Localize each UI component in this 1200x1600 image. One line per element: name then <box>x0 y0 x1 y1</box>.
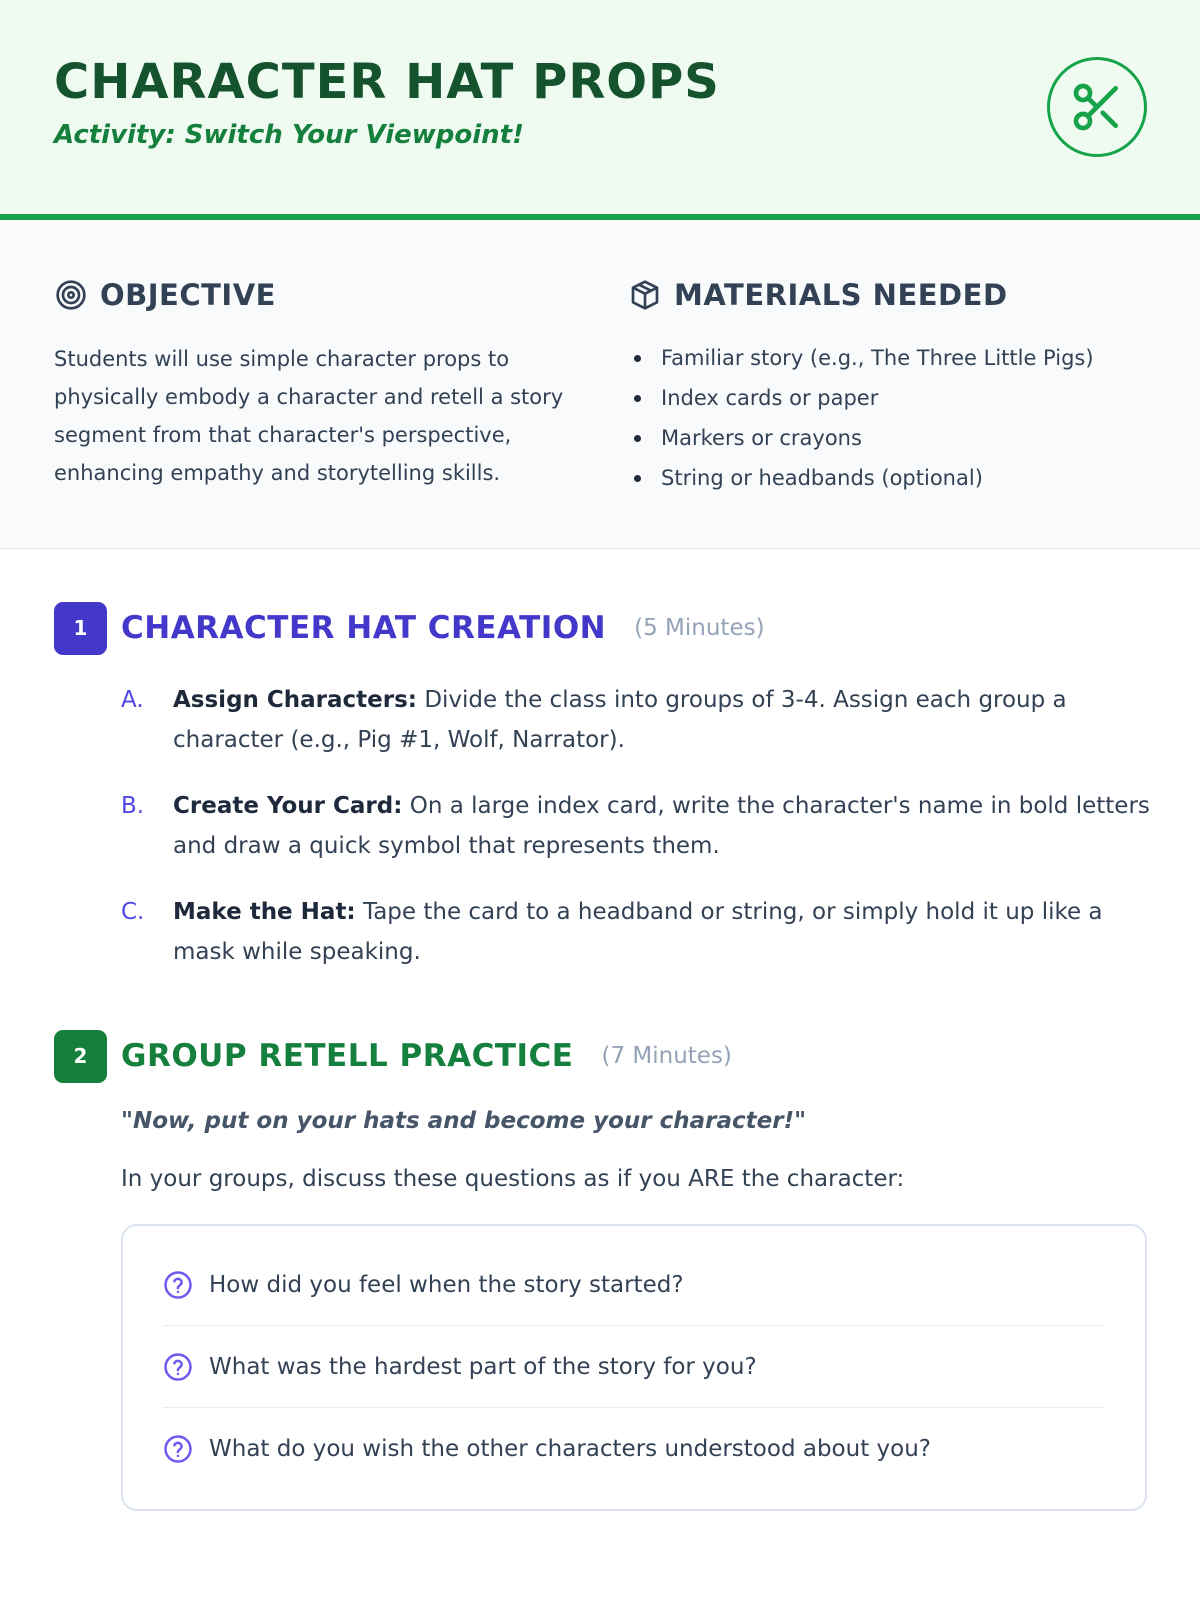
step-item <box>121 786 1154 866</box>
list-item: Index cards or paper <box>628 378 1168 418</box>
step-text: Divide the class into groups of 3-4. Assign each group a character (e.g., Pig #1, Wolf, Narrator). <box>173 687 1067 753</box>
objective-heading <box>54 278 574 312</box>
section-character-hat-creation <box>54 602 1154 998</box>
section-duration: (5 Minutes) <box>634 615 765 641</box>
steps-list <box>121 680 1154 972</box>
info-panel <box>0 220 1200 549</box>
scissors-icon <box>1047 57 1147 157</box>
step-body <box>173 786 1154 866</box>
objective-column <box>54 278 574 492</box>
section-title: GROUP RETELL PRACTICE <box>121 1038 574 1074</box>
list-item: Familiar story (e.g., The Three Little Pigs) <box>628 338 1168 378</box>
step-label: Create Your Card: <box>173 793 403 819</box>
question-text: What was the hardest part of the story for you? <box>209 1353 757 1380</box>
section-number-badge: 1 <box>54 602 107 655</box>
step-item <box>121 680 1154 760</box>
box-icon <box>628 278 662 312</box>
step-label: Make the Hat: <box>173 899 356 925</box>
step-letter: B. <box>121 793 145 819</box>
step-body <box>173 892 1154 972</box>
page-subtitle: Activity: Switch Your Viewpoint! <box>54 120 524 150</box>
question-item <box>163 1326 1105 1408</box>
materials-title: MATERIALS NEEDED <box>674 278 1008 312</box>
step-text: On a large index card, write the character's name in bold letters and draw a quick symbol that represents them. <box>173 793 1150 859</box>
list-item: String or headbands (optional) <box>628 458 1168 498</box>
materials-heading <box>628 278 1168 312</box>
question-text: What do you wish the other characters understood about you? <box>209 1436 931 1462</box>
step-item <box>121 892 1154 972</box>
section-number-badge: 2 <box>54 1030 107 1083</box>
question-icon <box>163 1434 193 1464</box>
step-letter: C. <box>121 899 145 925</box>
section-duration: (7 Minutes) <box>601 1043 732 1069</box>
section-group-retell-practice <box>54 1030 1154 1511</box>
questions-box <box>121 1224 1147 1511</box>
section-header <box>54 602 1154 654</box>
question-icon <box>163 1270 193 1300</box>
section-title: CHARACTER HAT CREATION <box>121 610 607 646</box>
objective-title: OBJECTIVE <box>100 278 276 312</box>
page-title: CHARACTER HAT PROPS <box>54 54 720 110</box>
page-header <box>0 0 1200 220</box>
step-text: Tape the card to a headband or string, or simply hold it up like a mask while speaking. <box>173 899 1103 965</box>
target-icon <box>54 278 88 312</box>
list-item: Markers or crayons <box>628 418 1168 458</box>
section-lead-text: In your groups, discuss these questions as if you ARE the character: <box>121 1166 905 1192</box>
step-body <box>173 680 1154 760</box>
question-icon <box>163 1352 193 1382</box>
step-label: Assign Characters: <box>173 687 418 713</box>
materials-column <box>628 278 1168 498</box>
section-header <box>54 1030 1154 1082</box>
materials-list <box>628 338 1168 498</box>
objective-text: Students will use simple character props to physically embody a character and retell a story segment from that character's perspective, enhancing empathy and storytelling skills. <box>54 347 564 485</box>
section-quote: "Now, put on your hats and become your character!" <box>121 1108 807 1134</box>
question-item <box>163 1244 1105 1326</box>
step-letter: A. <box>121 687 144 713</box>
question-text: How did you feel when the story started? <box>209 1271 684 1298</box>
question-item <box>163 1408 1105 1490</box>
